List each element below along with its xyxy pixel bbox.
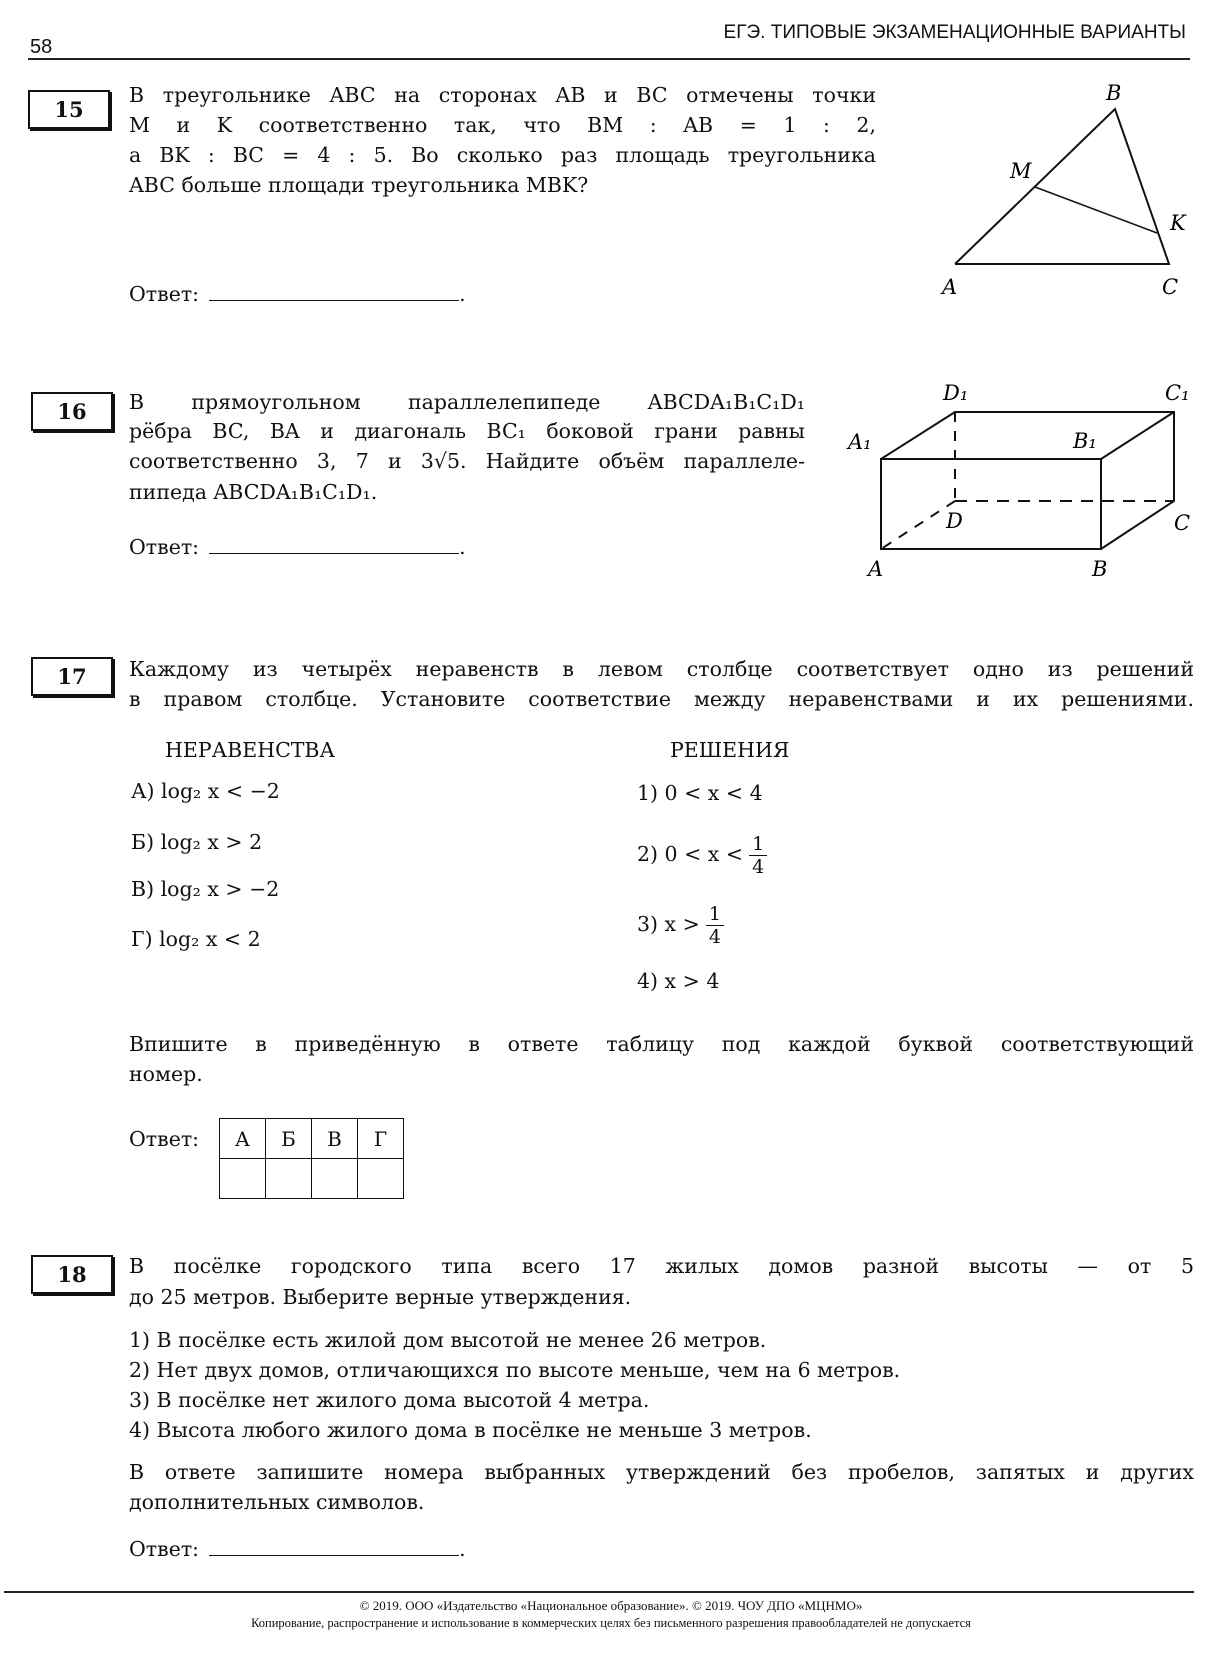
label-A: A xyxy=(942,275,958,299)
task-text: В прямоугольном параллелепипеде ABCDA₁B₁C₁D₁ xyxy=(129,390,805,414)
label-K: K xyxy=(1170,211,1186,235)
answer-label: Ответ: xyxy=(129,1537,200,1561)
triangle-figure xyxy=(920,70,1200,310)
solution-text: 2) 0 < x < xyxy=(637,842,744,866)
label-C: C xyxy=(1174,511,1191,535)
option-item: 1) В посёлке есть жилой дом высотой не менее 26 метров. xyxy=(129,1328,767,1352)
task-instruction: номер. xyxy=(129,1062,203,1086)
answer-label: Ответ: xyxy=(129,535,200,559)
footer-copyright: © 2019. ООО «Издательство «Национальное образование». © 2019. ЧОУ ДПО «МЦНМО» xyxy=(359,1598,863,1613)
header-rule xyxy=(28,58,1190,60)
answer-cell[interactable] xyxy=(358,1159,404,1199)
option-item: 2) Нет двух домов, отличающихся по высоте меньше, чем на 6 метров. xyxy=(129,1358,901,1382)
task-instruction: Впишите в приведённую в ответе таблицу под каждой буквой соответствующий xyxy=(129,1032,1194,1056)
task-text: пипеда ABCDA₁B₁C₁D₁. xyxy=(129,480,378,504)
answer-line-18[interactable]: Ответ: . xyxy=(129,1537,466,1561)
table-header: В xyxy=(312,1119,358,1159)
answer-blank[interactable] xyxy=(209,282,459,301)
inequality-item: Б) log₂ x > 2 xyxy=(131,830,263,854)
task-text: рёбра BC, BA и диагональ BC₁ боковой грани равны xyxy=(129,419,805,443)
answer-label: Ответ: xyxy=(129,282,200,306)
answer-table xyxy=(219,1118,404,1199)
task-text: до 25 метров. Выберите верные утверждения. xyxy=(129,1285,632,1309)
answer-cell[interactable] xyxy=(266,1159,312,1199)
inequality-item: В) log₂ x > −2 xyxy=(131,877,280,901)
option-item: 3) В посёлке нет жилого дома высотой 4 метра. xyxy=(129,1388,650,1412)
task-text: а BK : BC = 4 : 5. Во сколько раз площадь треугольника xyxy=(129,143,876,167)
inequality-item: Г) log₂ x < 2 xyxy=(131,927,261,951)
task-text: Каждому из четырёх неравенств в левом столбце соответствует одно из решений xyxy=(129,657,1194,681)
solution-item: 1) 0 < x < 4 xyxy=(637,781,763,805)
task-number-17: 17 xyxy=(31,657,113,696)
option-item: 4) Высота любого жилого дома в посёлке не меньше 3 метров. xyxy=(129,1418,812,1442)
label-A: A xyxy=(868,557,884,581)
label-M: M xyxy=(1010,159,1032,183)
answer-cell[interactable] xyxy=(220,1159,266,1199)
label-B1: B₁ xyxy=(1073,429,1097,453)
answer-blank[interactable] xyxy=(209,1537,459,1556)
denominator: 4 xyxy=(708,926,721,948)
task-text: соответственно 3, 7 и 3√5. Найдите объём параллеле- xyxy=(129,449,805,473)
answer-label: Ответ: xyxy=(129,1127,200,1151)
solution-item: 4) x > 4 xyxy=(637,969,720,993)
solution-item xyxy=(637,827,767,881)
answer-cell[interactable] xyxy=(312,1159,358,1199)
label-C1: C₁ xyxy=(1165,381,1190,405)
label-D1: D₁ xyxy=(943,381,969,405)
inequality-item: А) log₂ x < −2 xyxy=(131,779,280,803)
task-text: в правом столбце. Установите соответствие между неравенствами и их решениями. xyxy=(129,687,1194,711)
answer-blank[interactable] xyxy=(209,535,459,554)
table-header: Б xyxy=(266,1119,312,1159)
task-instruction: В ответе запишите номера выбранных утверждений без пробелов, запятых и других xyxy=(129,1460,1194,1484)
column-header-solutions: РЕШЕНИЯ xyxy=(670,738,790,762)
label-C: C xyxy=(1162,275,1179,299)
task-text: M и K соответственно так, что BM : AB = 1 : 2, xyxy=(129,113,876,137)
task-text: ABC больше площади треугольника MBK? xyxy=(129,173,589,197)
table-header: Г xyxy=(358,1119,404,1159)
table-header: А xyxy=(220,1119,266,1159)
label-B: B xyxy=(1092,557,1108,581)
page-number: 58 xyxy=(30,36,53,58)
fraction xyxy=(749,833,767,878)
parallelepiped-figure xyxy=(840,370,1222,590)
solution-text: 3) x > xyxy=(637,912,700,936)
numerator: 1 xyxy=(706,903,724,926)
numerator: 1 xyxy=(749,833,767,856)
task-instruction: дополнительных символов. xyxy=(129,1490,425,1514)
footer-notice: Копирование, распространение и использование в коммерческих целях без письменного разрешения правообладателей не допускается xyxy=(251,1616,971,1630)
denominator: 4 xyxy=(752,856,765,878)
footer-rule xyxy=(4,1591,1194,1593)
answer-line-16[interactable]: Ответ: . xyxy=(129,535,466,559)
running-header: ЕГЭ. ТИПОВЫЕ ЭКЗАМЕНАЦИОННЫЕ ВАРИАНТЫ xyxy=(723,22,1186,43)
task-number-18: 18 xyxy=(31,1255,113,1294)
task-number-15: 15 xyxy=(28,90,110,129)
fraction xyxy=(706,903,724,948)
task-number-16: 16 xyxy=(31,392,113,431)
label-A1: A₁ xyxy=(848,430,872,454)
label-D: D xyxy=(946,509,963,533)
task-text: В треугольнике ABC на сторонах AB и BC отмечены точки xyxy=(129,83,876,107)
answer-line-15[interactable]: Ответ: . xyxy=(129,282,466,306)
task-text: В посёлке городского типа всего 17 жилых домов разной высоты — от 5 xyxy=(129,1254,1194,1278)
label-B: B xyxy=(1106,81,1122,105)
solution-item xyxy=(637,897,724,951)
column-header-inequalities: НЕРАВЕНСТВА xyxy=(165,738,336,762)
